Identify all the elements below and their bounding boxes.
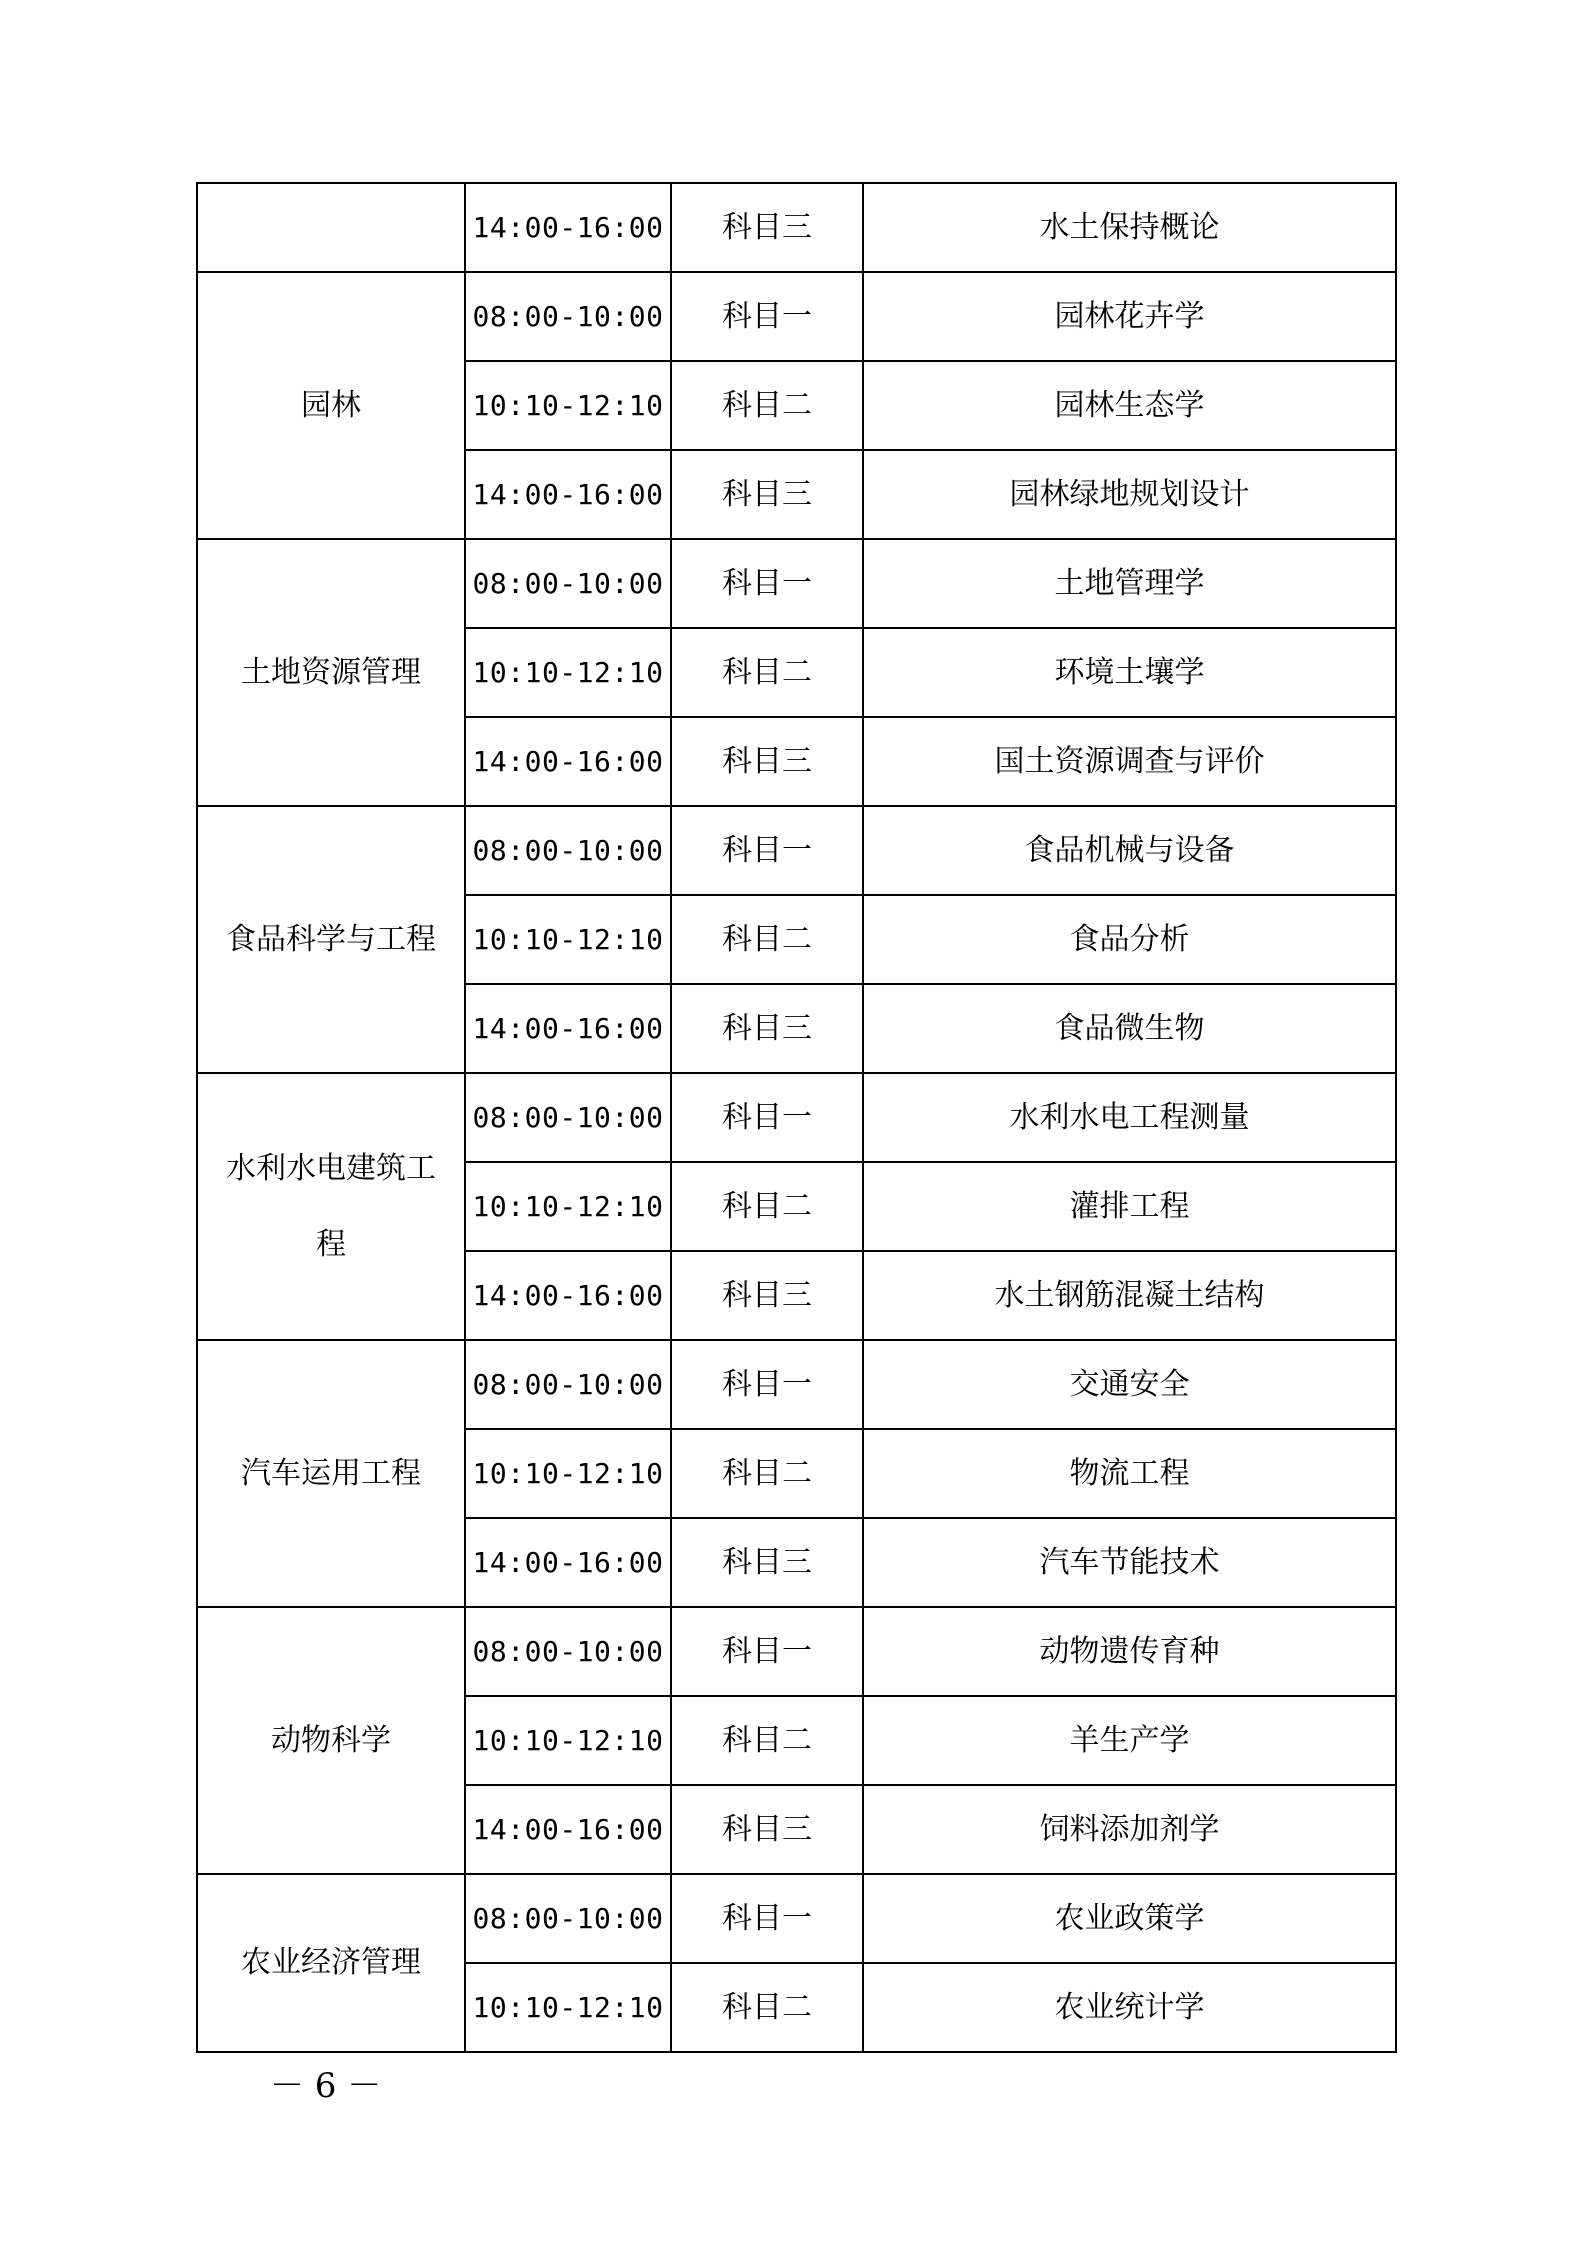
major-cell — [197, 183, 465, 272]
subject-cell: 科目一 — [671, 806, 863, 895]
course-cell: 土地管理学 — [863, 539, 1396, 628]
time-cell: 10:10-12:10 — [465, 1696, 671, 1785]
subject-cell: 科目二 — [671, 1696, 863, 1785]
course-cell: 环境土壤学 — [863, 628, 1396, 717]
subject-cell: 科目三 — [671, 1518, 863, 1607]
time-cell: 08:00-10:00 — [465, 272, 671, 361]
subject-cell: 科目二 — [671, 1162, 863, 1251]
course-cell: 水利水电工程测量 — [863, 1073, 1396, 1162]
table-row — [197, 1340, 1396, 1429]
major-cell: 汽车运用工程 — [197, 1340, 465, 1607]
subject-cell: 科目一 — [671, 272, 863, 361]
subject-cell: 科目二 — [671, 1429, 863, 1518]
time-cell: 08:00-10:00 — [465, 1607, 671, 1696]
table-row — [197, 1073, 1396, 1162]
course-cell: 动物遗传育种 — [863, 1607, 1396, 1696]
major-cell: 农业经济管理 — [197, 1874, 465, 2052]
time-cell: 10:10-12:10 — [465, 1429, 671, 1518]
time-cell: 14:00-16:00 — [465, 450, 671, 539]
time-cell: 08:00-10:00 — [465, 806, 671, 895]
table-row — [197, 806, 1396, 895]
course-cell: 食品机械与设备 — [863, 806, 1396, 895]
course-cell: 饲料添加剂学 — [863, 1785, 1396, 1874]
subject-cell: 科目一 — [671, 539, 863, 628]
table-row — [197, 183, 1396, 272]
subject-cell: 科目三 — [671, 450, 863, 539]
course-cell: 水土钢筋混凝土结构 — [863, 1251, 1396, 1340]
table-row — [197, 1607, 1396, 1696]
subject-cell: 科目一 — [671, 1340, 863, 1429]
table-row — [197, 272, 1396, 361]
subject-cell: 科目一 — [671, 1607, 863, 1696]
subject-cell: 科目二 — [671, 361, 863, 450]
course-cell: 灌排工程 — [863, 1162, 1396, 1251]
major-cell: 动物科学 — [197, 1607, 465, 1874]
subject-cell: 科目三 — [671, 984, 863, 1073]
major-cell: 土地资源管理 — [197, 539, 465, 806]
course-cell: 园林生态学 — [863, 361, 1396, 450]
exam-schedule-body — [197, 183, 1396, 2052]
course-cell: 物流工程 — [863, 1429, 1396, 1518]
time-cell: 10:10-12:10 — [465, 628, 671, 717]
time-cell: 08:00-10:00 — [465, 539, 671, 628]
subject-cell: 科目二 — [671, 895, 863, 984]
time-cell: 14:00-16:00 — [465, 183, 671, 272]
subject-cell: 科目一 — [671, 1874, 863, 1963]
course-cell: 交通安全 — [863, 1340, 1396, 1429]
major-cell: 园林 — [197, 272, 465, 539]
time-cell: 14:00-16:00 — [465, 1785, 671, 1874]
time-cell: 10:10-12:10 — [465, 361, 671, 450]
course-cell: 国土资源调查与评价 — [863, 717, 1396, 806]
subject-cell: 科目三 — [671, 183, 863, 272]
course-cell: 食品微生物 — [863, 984, 1396, 1073]
time-cell: 14:00-16:00 — [465, 984, 671, 1073]
time-cell: 08:00-10:00 — [465, 1874, 671, 1963]
subject-cell: 科目二 — [671, 1963, 863, 2052]
course-cell: 农业统计学 — [863, 1963, 1396, 2052]
time-cell: 10:10-12:10 — [465, 1963, 671, 2052]
course-cell: 羊生产学 — [863, 1696, 1396, 1785]
time-cell: 14:00-16:00 — [465, 717, 671, 806]
subject-cell: 科目一 — [671, 1073, 863, 1162]
subject-cell: 科目二 — [671, 628, 863, 717]
course-cell: 园林花卉学 — [863, 272, 1396, 361]
time-cell: 10:10-12:10 — [465, 895, 671, 984]
subject-cell: 科目三 — [671, 1251, 863, 1340]
table-row — [197, 1874, 1396, 1963]
time-cell: 14:00-16:00 — [465, 1518, 671, 1607]
time-cell: 10:10-12:10 — [465, 1162, 671, 1251]
page-number: － 6 － — [270, 2066, 382, 2106]
time-cell: 08:00-10:00 — [465, 1340, 671, 1429]
subject-cell: 科目三 — [671, 1785, 863, 1874]
major-cell: 食品科学与工程 — [197, 806, 465, 1073]
course-cell: 食品分析 — [863, 895, 1396, 984]
exam-schedule-table — [196, 182, 1397, 2053]
course-cell: 水土保持概论 — [863, 183, 1396, 272]
table-row — [197, 539, 1396, 628]
major-cell: 水利水电建筑工程 — [197, 1073, 465, 1340]
course-cell: 园林绿地规划设计 — [863, 450, 1396, 539]
time-cell: 08:00-10:00 — [465, 1073, 671, 1162]
course-cell: 农业政策学 — [863, 1874, 1396, 1963]
time-cell: 14:00-16:00 — [465, 1251, 671, 1340]
subject-cell: 科目三 — [671, 717, 863, 806]
course-cell: 汽车节能技术 — [863, 1518, 1396, 1607]
